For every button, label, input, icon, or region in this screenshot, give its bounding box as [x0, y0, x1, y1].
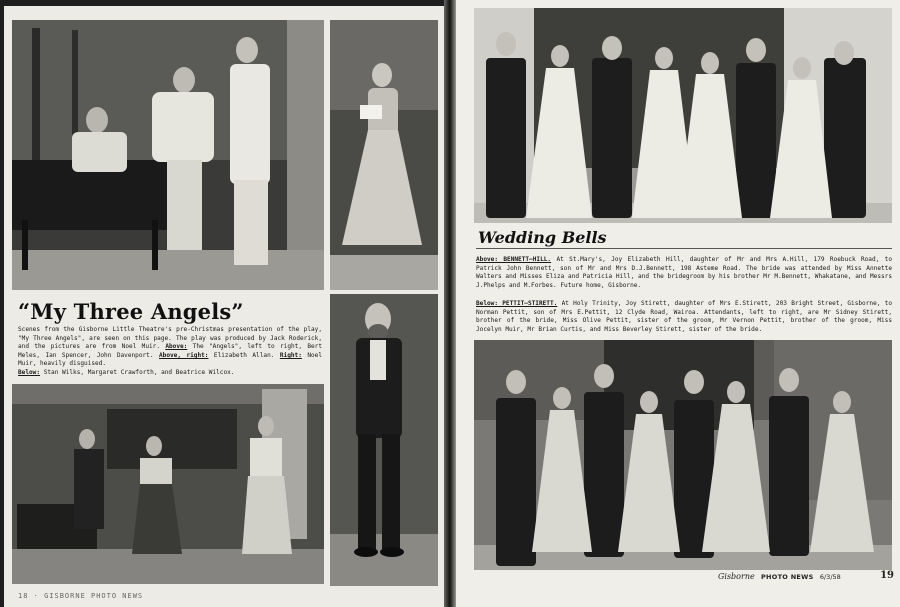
left-page: [4, 6, 444, 607]
right-footer: [718, 572, 894, 586]
caption-below: [476, 300, 892, 334]
caption-right-text: Noel Muir, heavily disguised.: [18, 351, 323, 368]
photo-noel-muir: [330, 294, 438, 586]
caption-above-body: At St.Mary's, Joy Elizabeth Hill, daughter of Mr and Mrs A.Hill, 179 Roebuck Road, to Patrick John Bennett, son of Mr and Mrs D.J.Bennett, 198 Asteme Road. The bride was attended by Miss Annette Walters and Misses Eliza and Patricia Hill, and the bridegroom by his brother Mr M.Bennett, Whakatane, and Messrs J.Phelps and M.Forbes. Future home, Gisborne.: [476, 256, 893, 289]
caption-right-label: Right:: [279, 351, 302, 359]
right-page: [456, 0, 900, 607]
photo-bennett-hill-wedding: [474, 8, 892, 223]
photo-pettit-stirett-wedding: [474, 340, 892, 570]
caption-above-right-label: Above, right:: [158, 351, 209, 359]
heading-rule: [476, 248, 892, 249]
footer-date: 6/3/58: [819, 573, 841, 581]
wedding-heading: Wedding Bells: [478, 228, 607, 247]
photo-stage-scene: [12, 384, 324, 584]
magazine-spine: [444, 0, 456, 607]
caption-below-label: Below:: [18, 368, 41, 376]
caption-above-right-text: Elizabeth Allan.: [213, 351, 275, 359]
caption-below-body: At Holy Trinity, Joy Stirett, daughter of Mrs E.Stirett, 203 Bright Street, Gisborne, to Norman Pettit, son of Mrs E.Pettit, 12 Clyde Road, Wairoa. Attendants, left to right, are Mr Sidney Stirett, brother of the bride, Miss Olive Pettit, sister of the groom, Mr Vernon Pettit, brother of the groom, Miss Jocelyn Muir, Mr Brian Curtis, and Miss Beverley Stirett, sister of the bride.: [476, 300, 892, 333]
left-footer: 18 · GISBORNE PHOTO NEWS: [18, 592, 144, 600]
caption-above-label: Above:: [165, 343, 188, 351]
caption-below-text: Stan Wilks, Margaret Crawforth, and Beatrice Wilcox.: [43, 368, 235, 376]
photo-three-angels: [12, 20, 324, 290]
caption-above-text: The "Angels", left to right, Bert Meles, Ian Spencer, John Davenport.: [18, 343, 323, 359]
caption-above-names: Above: BENNETT—HILL.: [476, 256, 552, 263]
photo-elizabeth-allan: [330, 20, 438, 290]
left-caption: [18, 326, 322, 378]
page-number: 19: [880, 570, 894, 581]
caption-below-names: Below: PETTIT—STIRETT.: [476, 300, 558, 307]
caption-above: [476, 256, 892, 290]
footer-brand: Gisborne: [718, 572, 755, 581]
footer-photo-news: PHOTO NEWS: [760, 573, 814, 581]
caption-intro: Scenes from the Gisborne Little Theatre's pre-Christmas presentation of the play, "My Three Angels", are seen on this page. The play was produced by Jack Roderick, and the pictures are from Noel Muir.: [18, 326, 322, 351]
page-title: “My Three Angels”: [18, 299, 244, 324]
